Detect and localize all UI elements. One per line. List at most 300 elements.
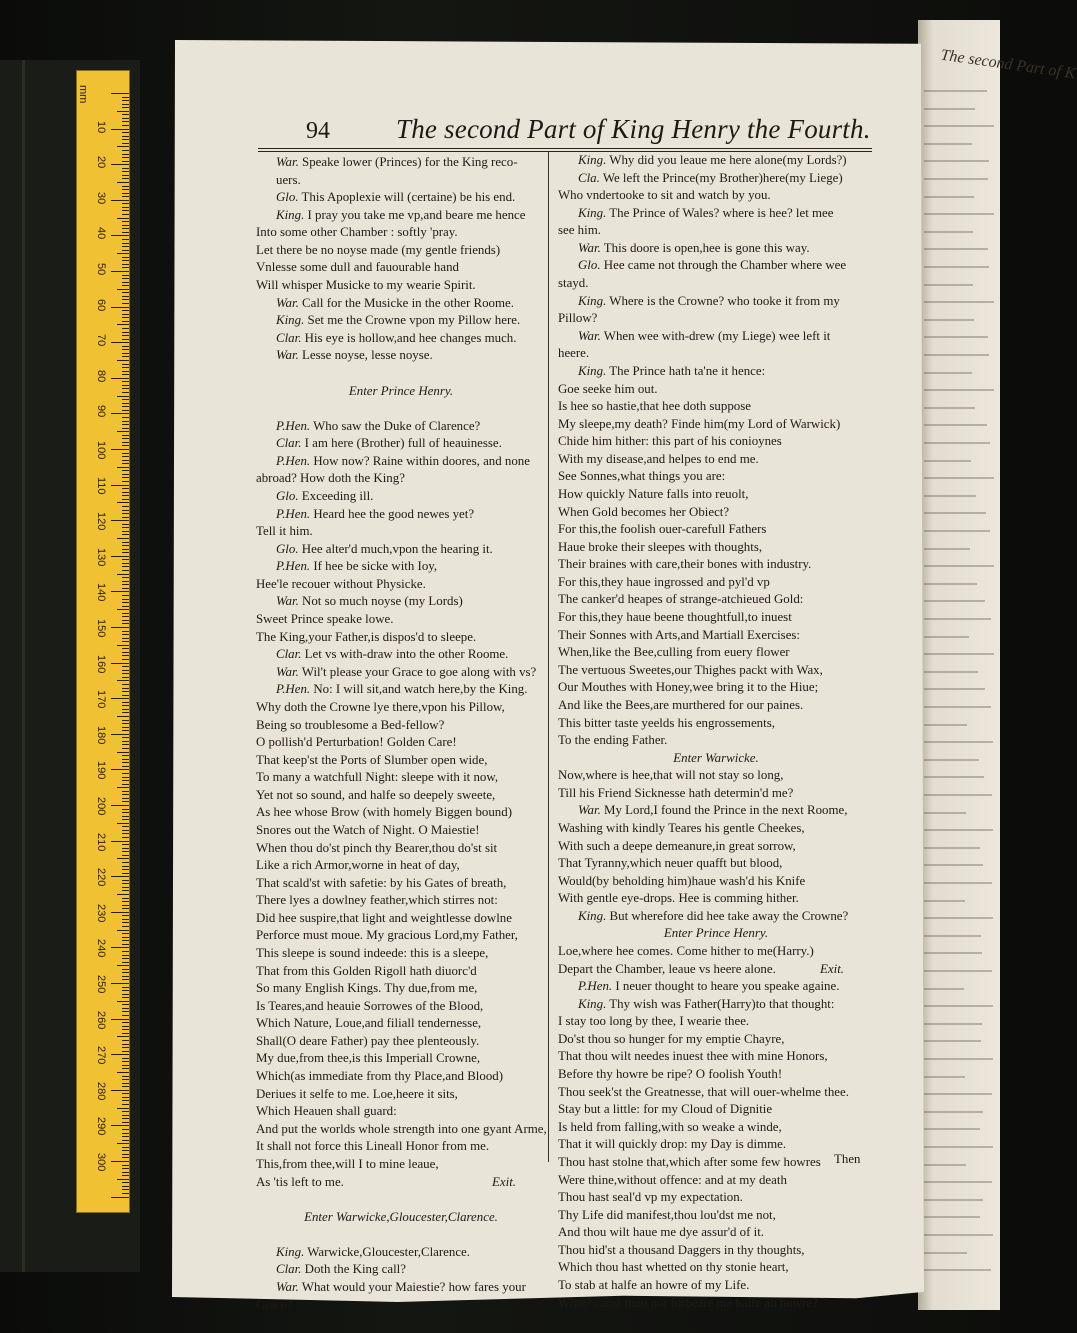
text-line [558,556,874,574]
ruler-number: 60 [95,298,107,311]
text-line [256,523,546,541]
text-line [256,1297,546,1315]
ruler-tick [122,709,129,710]
line-text: The canker'd heapes of strange-atchieued Gold: [558,592,804,607]
ruler-tick [122,1104,129,1105]
ruler-tick [122,976,129,977]
ruler-tick [111,1090,129,1091]
ruler-tick [122,296,129,297]
line-text: How now? Raine within doores, and none [310,453,530,468]
speaker-name: P.Hen. [276,506,311,521]
text-line [256,664,546,682]
facing-page-line [924,548,970,550]
ruler-tick [122,232,129,233]
ruler-tick [122,527,129,528]
text-line [558,345,874,363]
ruler-number: 70 [95,334,107,347]
line-text: Not so much noyse (my Lords) [298,594,463,609]
text-line [256,611,546,629]
ruler-tick [122,737,129,738]
ruler-tick [117,1179,129,1180]
ruler-tick [122,723,129,724]
facing-page-line [924,583,977,585]
facing-page-line [924,952,982,954]
ruler-tick [122,720,129,721]
ruler-tick [122,762,129,763]
ruler-tick [122,349,129,350]
line-text: stayd. [558,276,589,291]
ruler-tick [111,449,129,450]
ruler-tick [122,933,129,934]
ruler-tick [122,919,129,920]
ruler-tick [111,805,129,806]
line-text: Thou hast stolne that,which after some few howres [558,1154,821,1169]
text-line [256,1015,546,1033]
ruler-tick [122,887,129,888]
line-text: Chide him hither: this part of his conioynes [558,434,782,449]
ruler-tick [122,470,129,471]
ruler-tick [122,780,129,781]
ruler-tick [122,1193,129,1194]
ruler-tick [122,332,129,333]
ruler-tick [122,955,129,956]
ruler-tick [122,791,129,792]
facing-page [918,20,1077,1310]
line-text: Thy wish was Father(Harry)to that thought: [606,996,835,1011]
stage-direction [256,383,546,401]
ruler-tick [117,1036,129,1037]
line-text: This doore is open,hee is gone this way. [600,240,810,255]
ruler-tick [122,356,129,357]
text-line [558,187,874,205]
measuring-ruler [76,70,130,1213]
ruler-tick [117,538,129,539]
ruler-tick [122,652,129,653]
text-line [558,767,874,785]
ruler-number: 190 [95,761,107,780]
ruler-tick [111,983,129,984]
ruler-tick [122,898,129,899]
ruler-tick [122,1026,129,1027]
text-line [558,1136,874,1154]
ruler-tick [122,374,129,375]
ruler-number: 280 [95,1081,107,1101]
ruler-tick [122,648,129,649]
ruler-tick [122,1100,129,1101]
text-line [558,802,874,820]
ruler-tick [117,182,129,183]
text-line [256,1121,546,1139]
ruler-tick [122,851,129,852]
ruler-tick [111,307,129,308]
ruler-tick [122,506,129,507]
facing-page-line [924,706,991,708]
speaker-name: Clar. [276,330,302,345]
facing-page-line [924,231,973,233]
line-text: With gentle eye-drops. Hee is comming hither. [558,891,799,906]
ruler-tick [122,695,129,696]
text-line [256,1226,546,1244]
ruler-tick [122,1165,129,1166]
ruler-tick [122,154,129,155]
speaker-name: P.Hen. [276,559,311,574]
text-line [256,224,546,242]
line-text: I am here (Brother) full of heauinesse. [301,436,502,451]
ruler-tick [122,207,129,208]
ruler-tick [122,801,129,802]
facing-page-line [924,1040,981,1042]
facing-page-line [924,917,993,919]
text-line [558,1084,874,1102]
ruler-tick [122,816,129,817]
ruler-tick [111,378,129,379]
ruler-tick [122,303,129,304]
running-title: The second Part of King Henry the Fourth. [396,114,871,144]
ruler-number: 100 [95,441,107,460]
line-text: Hee came not through the Chamber where wee [600,258,847,273]
text-line [256,558,546,576]
ruler-tick [122,880,129,881]
ruler-tick [122,1133,129,1134]
speaker-name: Glo. [276,488,299,503]
ruler-tick [122,570,129,571]
ruler-tick [122,777,129,778]
text-line [558,504,874,522]
text-line [558,363,874,381]
facing-page-line [924,688,985,690]
text-line [558,1013,874,1031]
facing-page-line [924,1128,980,1130]
line-text: Deriues it selfe to me. Loe,heere it sits, [256,1086,458,1101]
ruler-tick [122,684,129,685]
ruler-tick [122,250,129,251]
ruler-tick [117,218,129,219]
ruler-tick [122,178,129,179]
ruler-tick [117,716,129,717]
ruler-number: 30 [95,191,107,205]
facing-page-line [924,196,974,198]
text-line [558,574,874,592]
facing-page-line [924,653,994,655]
text-line [256,681,546,699]
ruler-tick [122,392,129,393]
stage-direction [558,925,874,943]
ruler-tick [122,424,129,425]
ruler-tick [122,410,129,411]
ruler-tick [122,239,129,240]
page-number: 94 [306,118,330,144]
text-line [256,506,546,524]
line-text: Washing with kindly Teares his gentle Cheekes, [558,820,805,835]
text-line [558,820,874,838]
facing-page-line [924,1199,983,1201]
text-line [256,259,546,277]
text-line [256,892,546,910]
facing-page-line [924,1269,991,1271]
ruler-tick [117,1072,129,1073]
line-text: The vertuous Sweetes,our Thighes packt with Wax, [558,662,823,677]
line-text: Doth the King call? [301,1262,406,1277]
ruler-tick [122,314,129,315]
line-text: Thou hid'st a thousand Daggers in thy thoughts, [558,1242,805,1257]
text-line [558,1101,874,1119]
text-line [256,277,546,295]
text-line [256,312,546,330]
line-text: Wil't please your Grace to goe along with vs? [298,664,537,679]
ruler-tick [122,1029,129,1030]
text-line [558,275,874,293]
ruler-tick [111,769,129,770]
text-line [256,207,546,225]
ruler-tick [122,517,129,518]
ruler-tick [122,552,129,553]
ruler-tick [122,559,129,560]
ruler-tick [122,595,129,596]
ruler-tick [122,1118,129,1119]
ruler-number: 240 [95,939,107,958]
facing-page-line [924,248,988,250]
line-text: Let vs with-draw into the other Roome. [301,647,509,662]
ruler-number: 160 [95,654,107,673]
ruler-tick [117,858,129,859]
ruler-tick [122,157,129,158]
ruler-tick [122,97,129,98]
line-text: There lyes a dowlney feather,which stirres not: [256,893,498,908]
line-text: Yet not so sound, and halfe so deepely sweete, [256,787,496,802]
line-text: Why did you leaue me here alone(my Lords?) [606,153,847,167]
text-line [558,732,874,750]
ruler-tick [111,947,129,948]
ruler-tick [122,794,129,795]
line-text: Where is the Crowne? who tooke it from my [606,293,840,308]
speaker-name: War. [578,328,601,343]
ruler-tick [117,1143,129,1144]
ruler-tick [122,616,129,617]
facing-page-line [924,372,972,374]
text-line [256,822,546,840]
ruler-tick [122,285,129,286]
text-line [558,996,874,1014]
facing-page-line [924,829,993,831]
text-line [558,1259,874,1277]
ruler-tick [117,467,129,468]
ruler-tick [122,388,129,389]
ruler-tick [122,705,129,706]
ruler-tick [122,638,129,639]
ruler-number: 290 [95,1117,107,1136]
ruler-tick [122,406,129,407]
text-line [558,1189,874,1207]
ruler-number: 210 [95,832,107,851]
facing-page-line [924,741,993,743]
ruler-tick [122,844,129,845]
line-text: Thou hast seal'd vp my expectation. [558,1190,743,1205]
ruler-tick [122,922,129,923]
line-text: O pollish'd Perturbation! Golden Care! [256,735,457,750]
ruler-tick [122,577,129,578]
ruler-tick [122,581,129,582]
line-text: This Apoplexie will (certaine) be his end. [298,190,516,205]
text-line [256,699,546,717]
line-text: Grace? [256,1297,293,1312]
ruler-tick [117,360,129,361]
text-line [558,381,874,399]
ruler-tick [122,214,129,215]
exit-direction: Exit. [492,1174,516,1189]
text-line [558,591,874,609]
ruler-number: 180 [95,725,107,745]
facing-page-line [924,125,994,127]
ruler-tick [122,139,129,140]
ruler-tick [111,876,129,877]
stage-direction [256,1209,546,1227]
text-line [558,205,874,223]
ruler-tick [117,253,129,254]
line-text: Their braines with care,their bones with industry. [558,557,812,572]
text-line [256,646,546,664]
ruler-number: 220 [95,868,107,887]
text-line [558,1066,874,1084]
text-line [256,804,546,822]
ruler-tick [122,513,129,514]
ruler-tick [122,428,129,429]
line-text: Call for the Musicke in the other Roome. [298,295,514,310]
text-line [558,609,874,627]
facing-page-line [924,900,965,902]
ruler-tick [122,371,129,372]
header-rule [258,148,872,149]
text-line [256,910,546,928]
ruler-tick [122,677,129,678]
facing-page-line [924,618,991,620]
facing-page-line [924,1076,965,1078]
text-line [256,1103,546,1121]
ruler-tick [111,841,129,842]
right-column [558,152,874,1312]
facing-page-line [924,935,981,937]
ruler-tick [122,107,129,108]
speaker-name: Glo. [276,541,299,556]
ruler-tick [122,759,129,760]
line-text: Enter Warwicke. [673,750,759,765]
facing-page-title: The second Part of K [939,46,1077,83]
ruler-tick [117,431,129,432]
ruler-tick [122,125,129,126]
ruler-tick [122,282,129,283]
text-line [558,838,874,856]
catchword: Then [834,1152,861,1166]
text-line [558,539,874,557]
ruler-tick [122,623,129,624]
facing-page-line [924,354,989,356]
ruler-number: 150 [95,619,107,638]
line-text: Till his Friend Sicknesse hath determin'd me? [558,785,794,800]
facing-page-line [924,671,978,673]
ruler-tick [111,413,129,414]
line-text: How quickly Nature falls into reuolt, [558,486,749,501]
facing-page-line [924,565,994,567]
ruler-number: 120 [95,512,107,531]
ruler-tick [122,873,129,874]
stage-direction [558,750,874,768]
ruler-tick [122,755,129,756]
speaker-name: King. [276,313,305,328]
ruler-tick [122,1040,129,1041]
line-text: I neuer thought to heare you speake againe. [612,979,840,994]
facing-page-line [924,213,994,215]
text-line [256,189,546,207]
line-text: Is Teares,and heauie Sorrowes of the Blood, [256,998,484,1013]
ruler-tick [117,645,129,646]
line-text: Pillow? [558,311,598,326]
ruler-tick [122,243,129,244]
line-text: Heard hee the good newes yet? [310,506,475,521]
ruler-tick [122,442,129,443]
ruler-tick [122,670,129,671]
line-text: We left the Prince(my Brother)here(my Liege) [599,170,843,185]
facing-page-line [924,301,994,303]
ruler-tick [122,339,129,340]
text-line [558,873,874,891]
text-line [558,310,874,328]
ruler-tick [122,809,129,810]
ruler-tick [117,787,129,788]
line-text: It shall not force this Lineall Honor from me. [256,1139,490,1154]
ruler-tick [122,1122,129,1123]
text-line [558,627,874,645]
line-text: Into some other Chamber : softly 'pray. [256,225,458,240]
speaker-name: P.Hen. [276,418,311,433]
ruler-tick [122,203,129,204]
facing-page-line [924,1234,993,1236]
ruler-tick [122,997,129,998]
text-line [256,840,546,858]
ruler-tick [122,908,129,909]
ruler-tick [122,901,129,902]
ruler-number: 110 [95,476,107,495]
ruler-tick [122,267,129,268]
ruler-tick [122,542,129,543]
ruler-tick [122,549,129,550]
text-line [256,734,546,752]
text-line [558,1172,874,1190]
line-text: Will whisper Musicke to my wearie Spirit. [256,278,476,293]
text-line [256,875,546,893]
line-text: Stay but a little: for my Cloud of Dignitie [558,1102,773,1117]
facing-page-line [924,108,975,110]
ruler-tick [117,1108,129,1109]
speaker-name: War. [276,155,299,169]
ruler-tick [117,609,129,610]
ruler-tick [122,1175,129,1176]
speaker-name: War. [578,803,601,818]
ruler-number: 260 [95,1010,107,1029]
ruler-tick [111,591,129,592]
speaker-name: War. [578,240,601,255]
facing-page-line [924,512,986,514]
ruler-tick [122,862,129,863]
speaker-name: War. [276,295,299,310]
line-text: This bitter taste yeelds his engrossements, [558,715,775,730]
line-text: Haue broke their sleepes with thoughts, [558,539,763,554]
ruler-tick [111,627,129,628]
ruler-tick [122,1008,129,1009]
ruler-tick [122,1154,129,1155]
ruler-tick [122,278,129,279]
facing-page-line [924,178,988,180]
line-text: So many English Kings. Thy due,from me, [256,981,478,996]
line-text: Exceeding ill. [298,488,374,503]
